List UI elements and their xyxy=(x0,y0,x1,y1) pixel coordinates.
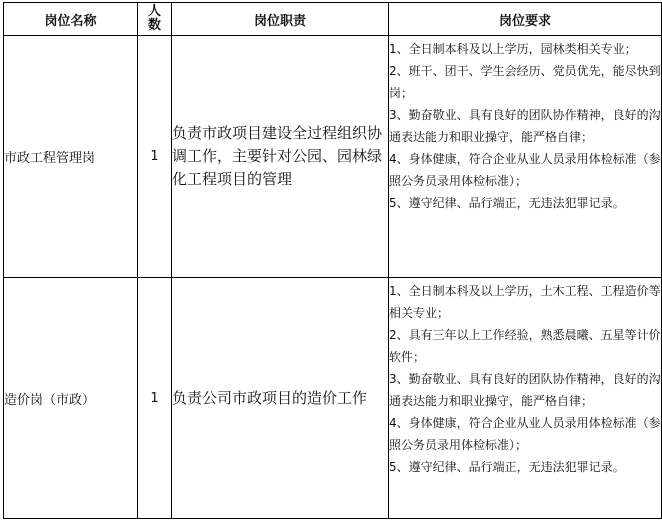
requirement-item: 1、全日制本科及以上学历，园林类相关专业； xyxy=(389,42,637,56)
requirement-item: 5、遵守纪律、品行端正，无违法犯罪记录。 xyxy=(389,196,625,210)
count-cell: 1 xyxy=(138,36,172,278)
requirement-item: 1、全日制本科及以上学历，土木工程、工程造价等相关专业； xyxy=(389,284,661,320)
requirement-item: 4、身体健康，符合企业从业人员录用体检标准（参照公务员录用体检标准）； xyxy=(389,416,661,452)
position-cell: 造价岗（市政） xyxy=(4,278,138,519)
requirements-cell xyxy=(389,278,662,519)
header-count xyxy=(138,3,172,36)
header-position: 岗位名称 xyxy=(4,3,138,36)
requirement-item: 3、勤奋敬业、具有良好的团队协作精神，良好的沟通表达能力和职业操守，能严格自律； xyxy=(389,372,661,408)
position-cell: 市政工程管理岗 xyxy=(4,36,138,278)
header-duties: 岗位职责 xyxy=(172,3,389,36)
duties-cell: 负责公司市政项目的造价工作 xyxy=(172,278,389,519)
requirement-item: 2、班干、团干、学生会经历、党员优先，能尽快到岗； xyxy=(389,64,661,100)
requirements-cell xyxy=(389,36,662,278)
duties-cell: 负责市政项目建设全过程组织协调工作，主要针对公园、园林绿化工程项目的管理 xyxy=(172,36,389,278)
count-cell: 1 xyxy=(138,278,172,519)
table-row xyxy=(4,36,662,278)
requirements-list xyxy=(389,280,661,478)
requirement-item: 5、遵守纪律、品行端正，无违法犯罪记录。 xyxy=(389,460,625,474)
header-count-line1: 人 xyxy=(147,4,161,19)
header-requirements: 岗位要求 xyxy=(389,3,662,36)
requirement-item: 3、勤奋敬业、具有良好的团队协作精神，良好的沟通表达能力和职业操守，能严格自律； xyxy=(389,108,661,144)
job-requirements-table xyxy=(3,2,662,519)
table-row xyxy=(4,278,662,519)
table-header-row xyxy=(4,3,662,36)
requirements-list xyxy=(389,38,661,214)
requirement-item: 4、身体健康，符合企业从业人员录用体检标准（参照公务员录用体检标准）； xyxy=(389,152,661,188)
requirement-item: 2、具有三年以上工作经验，熟悉晨曦、五星等计价软件； xyxy=(389,328,661,364)
header-count-line2: 数 xyxy=(147,18,161,33)
